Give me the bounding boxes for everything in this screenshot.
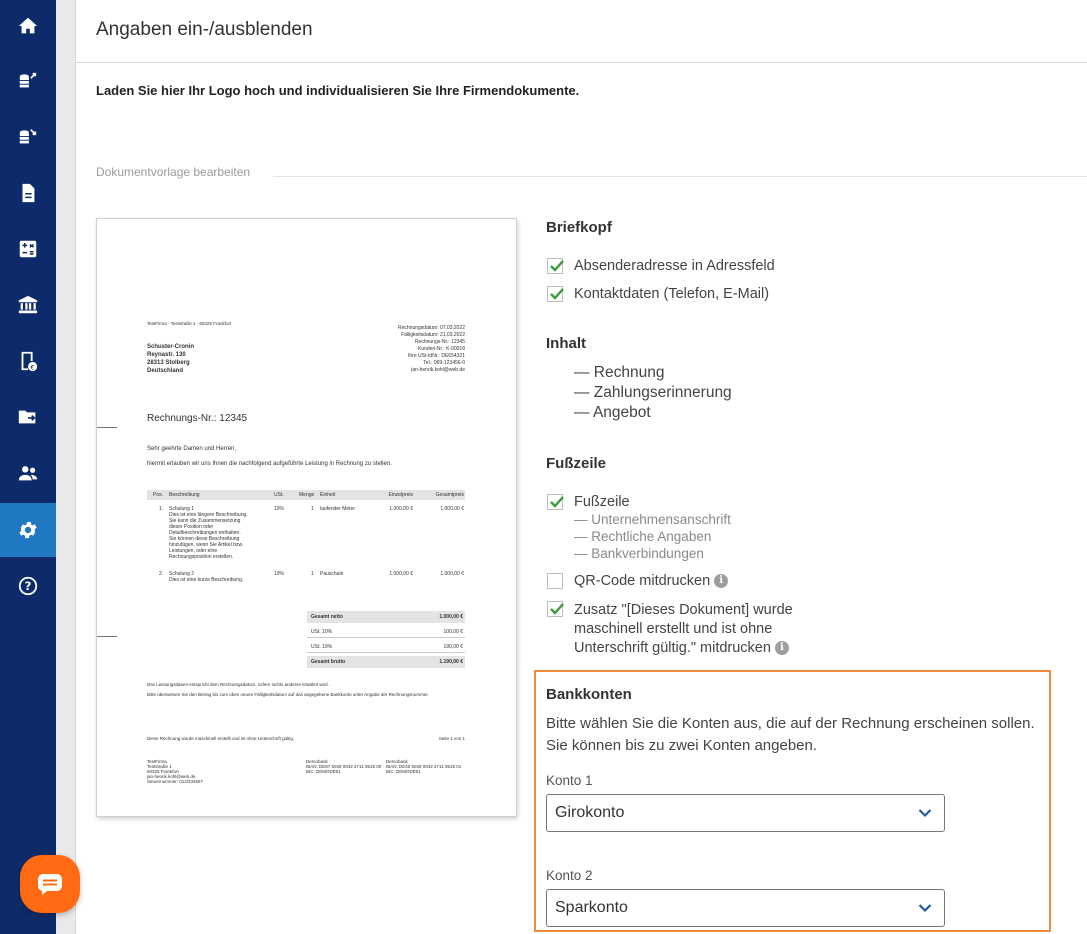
salutation: Sehr geehrte Damen und Herren, (147, 446, 237, 452)
bankkonten-description (546, 713, 1066, 757)
chat-icon (37, 873, 63, 895)
meta-line: Rechnungsdatum: 07.03.2022 (398, 325, 465, 331)
sidebar-item-outgoing[interactable] (0, 55, 56, 107)
section-legend: Dokumentvorlage bearbeiten (96, 165, 251, 179)
col-header: Beschreibung (169, 492, 200, 498)
sidebar-gutter (56, 0, 76, 934)
row-einzel: 1.000,00 € (389, 506, 413, 512)
footer-line: IBAN: DE87 5039 0042 4711 9515 00 (306, 764, 382, 769)
footer-line: Demobank (306, 759, 328, 764)
col-header: Einheit (320, 492, 336, 498)
total-label: USt. 10% (311, 629, 333, 635)
row-title: Schulung 1 (169, 506, 195, 512)
sidebar-item-documents[interactable] (0, 167, 56, 219)
footer-line: 60325 Frankfurt (147, 769, 179, 774)
recipient-line: Schuster-Cronin (147, 344, 195, 350)
checkmark-icon (549, 258, 565, 274)
document-preview (96, 218, 517, 817)
row-einzel: 1.000,00 € (389, 571, 413, 577)
bank-icon (17, 294, 39, 316)
recipient-line: 28313 Stolberg (147, 360, 190, 366)
recipient-line: Deutschland (147, 368, 184, 374)
chat-button[interactable] (20, 855, 80, 913)
sidebar-item-help[interactable] (0, 560, 56, 612)
row-desc: hinzufügen, wenn Sie Artikel bzw. (169, 542, 244, 548)
svg-text:€: € (30, 363, 35, 372)
checkmark-icon (549, 286, 565, 302)
zusatz-option (574, 601, 793, 658)
legend-divider (273, 176, 1087, 177)
footer-line: Teststraße 1 (147, 764, 172, 769)
page-title: Angaben ein-/ausblenden (96, 19, 313, 40)
total-value: 1.190,00 € (439, 659, 463, 665)
sidebar (0, 0, 56, 934)
row-desc: dieser Position oder (169, 524, 214, 530)
contacts-icon (17, 462, 39, 484)
totals-divider (307, 652, 465, 653)
meta-line: Ihre USt-IdNr.: DE654321 (408, 353, 465, 359)
row-menge: 1 (311, 506, 314, 512)
col-header: Einzelpreis (388, 492, 413, 498)
checkmark-icon (549, 494, 565, 510)
total-value: 190,00 € (443, 644, 463, 650)
konto2-label: Konto 2 (546, 868, 593, 883)
svg-text:?: ? (24, 579, 32, 594)
briefkopf-heading: Briefkopf (546, 219, 612, 236)
footer-line: BIC: DEMODE01 (306, 769, 341, 774)
sender-line: TestFirma · Teststraße 1 · 60325 Frankfurt (147, 321, 232, 326)
footer-line: TestFirma (147, 759, 167, 764)
row-ust: 10% (274, 571, 285, 577)
row-menge: 1 (311, 571, 314, 577)
konto2-select[interactable] (546, 889, 945, 927)
fold-mark (97, 427, 117, 428)
kontaktdaten-label[interactable]: Kontaktdaten (Telefon, E-Mail) (574, 286, 770, 302)
intro-line: hiermit erlauben wir uns Ihnen die nachfolgend aufgeführte Leistung in Rechnung zu stellen. (147, 461, 392, 467)
absender-checkbox[interactable] (547, 258, 563, 274)
inhalt-heading: Inhalt (546, 335, 586, 352)
footer-line: Demobank (386, 759, 408, 764)
zusatz-label-line[interactable]: Unterschrift gültig." mitdrucken (574, 640, 771, 656)
konto1-label: Konto 1 (546, 773, 593, 788)
fusszeile-heading: Fußzeile (546, 455, 607, 472)
row-einheit: Pauschale (320, 571, 344, 577)
chevron-down-icon (918, 808, 932, 818)
info-icon[interactable]: i (775, 641, 789, 655)
sidebar-item-contacts[interactable] (0, 447, 56, 499)
chevron-down-icon (918, 903, 932, 913)
fusszeile-label[interactable]: Fußzeile (574, 494, 630, 510)
money-out-icon (17, 70, 39, 92)
row-desc: Leistungen, oder eine (169, 548, 218, 554)
zusatz-label-line[interactable]: maschinell erstellt und ist ohne (574, 621, 773, 637)
invoice-number-title: Rechnungs-Nr.: 12345 (147, 413, 248, 424)
meta-line: Tel.: 069-123456-0 (423, 360, 465, 366)
recipient-line: Reynastr. 130 (147, 352, 186, 358)
footer-line: jan-henrik.kohl@web.de (147, 774, 196, 779)
inhalt-item: — Angebot (574, 404, 651, 421)
total-label: Gesamt brutto (311, 659, 346, 665)
sidebar-item-home[interactable] (0, 0, 56, 52)
calculator-icon (17, 238, 39, 260)
bankkonten-text-line: Bitte wählen Sie die Konten aus, die auf der Rechnung erscheinen sollen. (546, 715, 1035, 732)
fusszeile-sub-item: — Bankverbindungen (574, 546, 704, 561)
row-gesamt: 1.000,00 € (440, 506, 464, 512)
col-header: USt. (274, 492, 284, 498)
zusatz-label-line[interactable]: Zusatz "[Dieses Dokument] wurde (574, 602, 793, 618)
note-line: Das Leistungsdatum entspricht dem Rechnungsdatum, sofern nichts anderes erwähnt wird. (147, 682, 329, 687)
row-title: Schulung 2 (169, 571, 195, 577)
help-icon (17, 575, 39, 597)
footer-line: Steuernummer: 012/234567 (147, 779, 204, 784)
absender-label[interactable]: Absenderadresse in Adressfeld (574, 258, 775, 274)
col-header: Gesamtpreis (435, 492, 464, 498)
row-desc: Sie können diese Beschreibung (169, 536, 240, 542)
footer-line: BIC: DEMODE01 (386, 769, 421, 774)
row-einheit: laufender Meter (320, 506, 356, 512)
sidebar-item-settings[interactable] (0, 503, 56, 557)
meta-line: Rechnungs-Nr.: 12345 (414, 339, 465, 345)
row-desc: Detailbeschreibungen enthalten. (169, 530, 241, 536)
bankkonten-heading: Bankkonten (546, 686, 632, 703)
inhalt-item: — Zahlungserinnerung (574, 384, 732, 401)
document-icon (17, 182, 39, 204)
konto1-select[interactable] (546, 794, 945, 832)
konto2-value: Sparkonto (555, 899, 628, 916)
inhalt-item: — Rechnung (574, 364, 665, 381)
row-desc: Dies ist eine kurze Beschreibung. (169, 577, 244, 583)
fold-mark (97, 636, 117, 637)
page-header (76, 0, 1087, 63)
row-desc: Sie kann die Zusammensetzung (169, 518, 241, 524)
qr-code-option (574, 573, 728, 589)
sidebar-item-export[interactable] (0, 391, 56, 443)
fusszeile-sub-item: — Rechtliche Angaben (574, 529, 712, 544)
page-number: Seite 1 von 1 (438, 736, 465, 741)
kontaktdaten-checkbox[interactable] (547, 286, 563, 302)
col-header: Menge (299, 492, 315, 498)
zusatz-checkbox[interactable] (547, 601, 563, 617)
qr-code-checkbox[interactable] (547, 573, 563, 589)
konto1-value: Girokonto (555, 804, 625, 821)
checkmark-icon (549, 601, 565, 617)
home-icon (17, 15, 39, 37)
sidebar-item-receipts[interactable] (0, 335, 56, 387)
total-value: 1.000,00 € (439, 614, 463, 620)
row-desc: Dies ist eine längere Beschreibung. (169, 512, 248, 518)
bankkonten-text-line: Sie können bis zu zwei Konten angeben. (546, 737, 818, 754)
sidebar-item-bank[interactable] (0, 279, 56, 331)
sidebar-item-incoming[interactable] (0, 111, 56, 163)
row-gesamt: 1.000,00 € (440, 571, 464, 577)
totals-divider (307, 637, 465, 638)
meta-line: Kunden-Nr.: K-00018 (418, 346, 465, 352)
fusszeile-sub-item: — Unternehmensanschrift (574, 512, 731, 527)
row-pos: 1. (159, 506, 164, 512)
fusszeile-checkbox[interactable] (547, 494, 563, 510)
row-desc: Rechnungsposition erstellen. (169, 554, 234, 560)
total-value: 100,00 € (443, 629, 463, 635)
qr-code-label[interactable]: QR-Code mitdrucken (574, 573, 711, 589)
row-ust: 19% (274, 506, 285, 512)
intro-text: Laden Sie hier Ihr Logo hoch und individualisieren Sie Ihre Firmendokumente. (96, 83, 580, 98)
note-line: Bitte überweisen Sie den Betrag bis zum oben neuen Fälligkeitsdatum auf das angegebene Bankkonto unter Angabe der Rechnungsnummer. (147, 692, 429, 697)
folder-export-icon (17, 406, 39, 428)
receipt-euro-icon (17, 350, 39, 372)
total-label: USt. 19% (311, 644, 333, 650)
info-icon[interactable]: i (714, 574, 728, 588)
footer-line: IBAN: DE40 5039 0042 4711 9515 01 (386, 764, 462, 769)
settings-icon (17, 519, 39, 541)
sidebar-item-calculator[interactable] (0, 223, 56, 275)
meta-line: jan-henrik.kohl@web.de (411, 367, 465, 373)
money-in-icon (17, 126, 39, 148)
footer-note: Diese Rechnung wurde maschinell erstellt und ist ohne Unterschrift gültig. (147, 736, 295, 741)
total-label: Gesamt netto (311, 614, 343, 620)
meta-line: Fälligkeitsdatum: 21.03.2022 (401, 332, 465, 338)
col-header: Pos. (153, 492, 164, 498)
row-pos: 2. (159, 571, 164, 577)
